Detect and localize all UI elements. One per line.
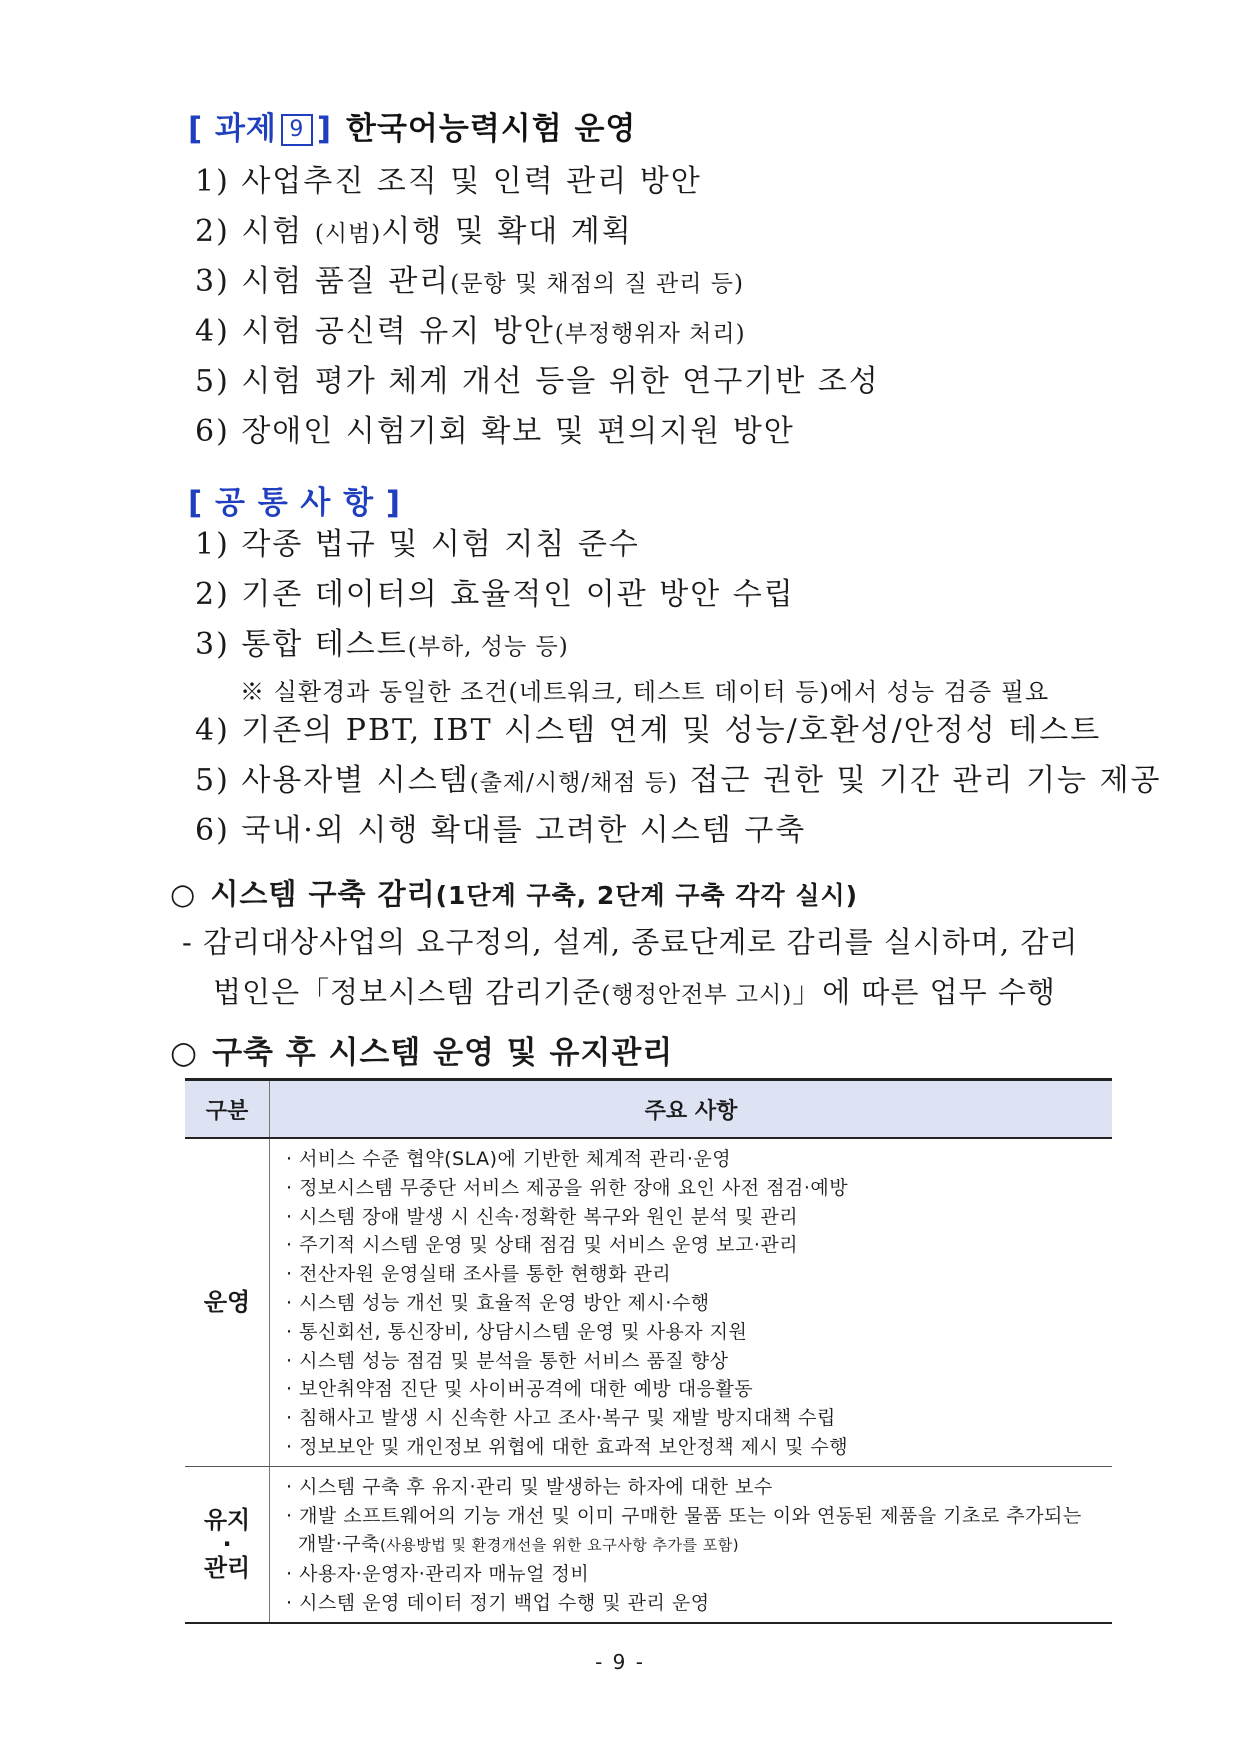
common-item-list [195,520,795,670]
detail-item: · 침해사고 발생 시 신속한 사고 조사·복구 및 재발 방지대책 수립 [286,1407,836,1430]
common-heading: [ 공 통 사 항 ] [188,485,402,521]
common-item-list-2 [195,706,1162,856]
table-row [185,1138,1112,1466]
detail-item-continuation: 개발·구축(사용방법 및 환경개선을 위한 요구사항 추가를 포함) [298,1533,740,1556]
task-item-list [195,157,880,457]
detail-item: · 개발 소프트웨어의 기능 개선 및 이미 구매한 물품 또는 이와 연동된 제품을 기초로 추가되는 [286,1504,1082,1527]
detail-item: · 주기적 시스템 운영 및 상태 점검 및 서비스 운영 보고·관리 [286,1234,799,1257]
task-heading [188,103,636,148]
list-item: 3) 시험 품질 관리(문항 및 채점의 질 관리 등) [195,264,744,299]
detail-item: · 시스템 구축 후 유지·관리 및 발생하는 하자에 대한 보수 [286,1475,773,1498]
detail-item: · 사용자·운영자·관리자 매뉴얼 정비 [286,1563,590,1586]
list-item: 2) 기존 데이터의 효율적인 이관 방안 수립 [195,577,795,612]
detail-item: · 보안취약점 진단 및 사이버공격에 대한 예방 대응활동 [286,1378,754,1401]
column-header-category: 구분 [185,1080,270,1139]
task-number-box: 9 [281,114,313,146]
detail-item: · 시스템 성능 개선 및 효율적 운영 방안 제시·수행 [286,1291,710,1314]
list-item: 5) 시험 평가 체계 개선 등을 위한 연구기반 조성 [195,364,880,399]
list-item: 6) 장애인 시험기회 확보 및 편의지원 방안 [195,414,795,449]
detail-item: · 전산자원 운영실태 조사를 통한 현행화 관리 [286,1263,672,1286]
maintenance-heading: ○ 구축 후 시스템 운영 및 유지관리 [170,1035,674,1071]
detail-item: · 통신회선, 통신장비, 상담시스템 운영 및 사용자 지원 [286,1320,748,1343]
detail-item: · 정보보안 및 개인정보 위협에 대한 효과적 보안정책 제시 및 수행 [286,1435,849,1458]
task-label: [ 과제 [188,111,277,147]
category-cell: 운영 [185,1138,270,1466]
list-item: 6) 국내·외 시행 확대를 고려한 시스템 구축 [195,813,807,848]
detail-item: · 시스템 성능 점검 및 분석을 통한 서비스 품질 향상 [286,1349,729,1372]
list-item: 4) 시험 공신력 유지 방안(부정행위자 처리) [195,314,746,349]
task-title: 한국어능력시험 운영 [346,111,637,147]
list-item: 3) 통합 테스트(부하, 성능 등) [195,627,569,662]
column-header-details: 주요 사항 [270,1080,1113,1139]
detail-item: · 시스템 운영 데이터 정기 백업 수행 및 관리 운영 [286,1591,710,1614]
operations-table [185,1078,1112,1624]
audit-description-line-1: - 감리대상사업의 요구정의, 설계, 종료단계로 감리를 실시하며, 감리 [182,925,1079,959]
circle-bullet-icon: ○ [170,877,197,911]
list-item: 2) 시험 (시범)시행 및 확대 계획 [195,214,633,249]
list-item: 5) 사용자별 시스템(출제/시행/채점 등) 접근 권한 및 기간 관리 기능 제공 [195,763,1162,798]
detail-item: · 시스템 장애 발생 시 신속·정확한 복구와 원인 분석 및 관리 [286,1205,799,1228]
page-number: - 9 - [595,1650,645,1674]
audit-heading: ○ 시스템 구축 감리(1단계 구축, 2단계 구축 각각 실시) [170,877,859,911]
detail-item: · 정보시스템 무중단 서비스 제공을 위한 장애 요인 사전 점검·예방 [286,1176,849,1199]
table-row [185,1466,1112,1622]
performance-note: ※ 실환경과 동일한 조건(네트워크, 테스트 데이터 등)에서 성능 검증 필요 [240,678,1050,706]
list-item: 4) 기존의 PBT, IBT 시스템 연계 및 성능/호환성/안정성 테스트 [195,713,1102,748]
audit-description-line-2: 법인은「정보시스템 감리기준(행정안전부 고시)」에 따른 업무 수행 [213,975,1056,1009]
list-item: 1) 각종 법규 및 시험 지침 준수 [195,527,640,562]
category-cell: 유지 · 관리 [185,1466,270,1622]
task-bracket-close: ] [316,111,333,147]
table-header-row [185,1080,1112,1139]
details-cell [270,1466,1113,1622]
circle-bullet-icon: ○ [170,1035,199,1071]
detail-item: · 서비스 수준 협약(SLA)에 기반한 체계적 관리·운영 [286,1148,732,1170]
details-cell [270,1138,1113,1466]
list-item: 1) 사업추진 조직 및 인력 관리 방안 [195,164,702,199]
